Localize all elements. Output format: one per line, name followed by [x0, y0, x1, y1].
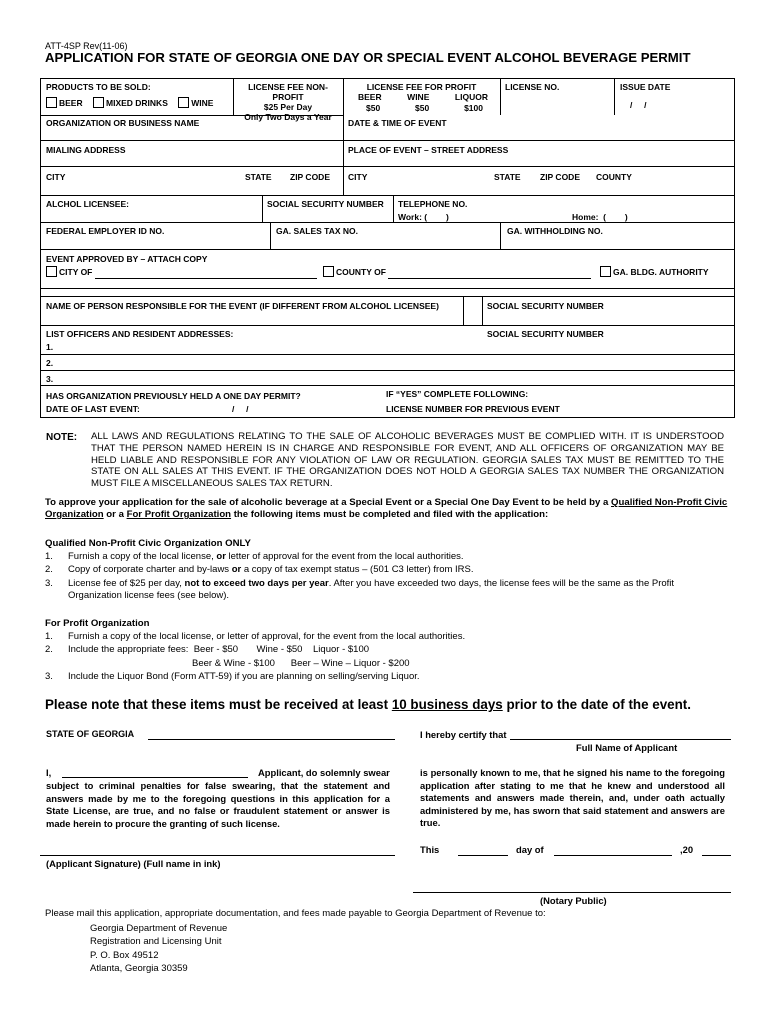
- county-line[interactable]: [148, 739, 395, 740]
- notary-statement: is personally known to me, that he signed his name to the foregoing application after stating to me that he knew and understood all statements and answers made therein, and, under oath actually administered by me, has sworn that said statement and answers are true.: [420, 767, 725, 828]
- mailing-line-4: Atlanta, Georgia 30359: [90, 963, 188, 975]
- nonprofit-heading: Qualified Non-Profit Civic Organization ONLY: [45, 538, 251, 549]
- mailing-line-1: Georgia Department of Revenue: [90, 923, 228, 934]
- fee-profit-beer-amount: $50: [366, 103, 381, 113]
- state-label: STATE: [245, 172, 272, 182]
- event-approved-label: EVENT APPROVED BY – ATTACH COPY: [46, 254, 208, 264]
- wine-label: WINE: [191, 98, 214, 108]
- fein-label: FEDERAL EMPLOYER ID NO.: [46, 226, 165, 236]
- responsible-ssn-label: SOCIAL SECURITY NUMBER: [487, 301, 604, 311]
- event-state-label: STATE: [494, 172, 521, 182]
- fee-nonprofit-rate: $25 Per Day: [263, 102, 313, 112]
- place-of-event-label: PLACE OF EVENT – STREET ADDRESS: [348, 145, 509, 155]
- i-label: I,: [46, 767, 52, 778]
- month-line[interactable]: [554, 855, 672, 856]
- full-name-caption: Full Name of Applicant: [576, 742, 678, 753]
- zip-label: ZIP CODE: [290, 172, 330, 182]
- notary-caption: (Notary Public): [540, 895, 607, 906]
- city-label: CITY: [46, 172, 66, 182]
- officer-1: 1.: [46, 342, 54, 352]
- responsible-person-label: NAME OF PERSON RESPONSIBLE FOR THE EVENT (IF DIFFERENT FROM ALCOHOL LICENSEE): [46, 301, 439, 311]
- np-num-2: 2.: [45, 564, 53, 575]
- fee-profit-wine-amount: $50: [415, 103, 430, 113]
- signature-line[interactable]: [40, 855, 395, 856]
- year-label: ,20: [680, 844, 694, 855]
- last-event-date-label: DATE OF LAST EVENT:: [46, 404, 140, 414]
- fee-profit-liquor-amount: $100: [464, 103, 483, 113]
- day-of-label: day of: [516, 844, 544, 855]
- beer-checkbox[interactable]: [46, 97, 57, 108]
- alcohol-licensee-label: ALCHOL LICENSEE:: [46, 199, 129, 209]
- state-of-georgia-label: STATE OF GEORGIA: [46, 729, 135, 739]
- ga-withholding-label: GA. WITHHOLDING NO.: [507, 226, 603, 236]
- officer-2: 2.: [46, 358, 54, 368]
- fee-profit-wine: WINE: [407, 92, 430, 102]
- np-item-3: License fee of $25 per day, not to exceed two days per year. After you have exceeded two days, the license fees will be the same as the Profit Organization license fees (see below).: [68, 578, 675, 601]
- event-county-label: COUNTY: [596, 172, 632, 182]
- ga-bldg-label: GA. BLDG. AUTHORITY: [613, 267, 709, 277]
- mailing-line-3: P. O. Box 49512: [90, 949, 159, 961]
- city-of-line[interactable]: [95, 278, 317, 279]
- profit-heading: For Profit Organization: [45, 618, 150, 629]
- p-item-1: Furnish a copy of the local license, or letter of approval, for the event from the local authorities.: [68, 631, 466, 642]
- note-label: NOTE:: [46, 432, 78, 443]
- mixed-drinks-label: MIXED DRINKS: [106, 98, 168, 108]
- fee-profit-title: LICENSE FEE FOR PROFIT: [366, 82, 477, 92]
- home-phone-label: Home: ( ): [572, 212, 628, 222]
- wine-checkbox[interactable]: [178, 97, 189, 108]
- if-yes-label: IF “YES” COMPLETE FOLLOWING:: [386, 389, 529, 399]
- applicant-swear-label: Applicant, do solemnly swear: [258, 767, 390, 778]
- county-of-checkbox[interactable]: [323, 266, 334, 277]
- this-label: This: [420, 844, 440, 855]
- profit-link-text: For Profit Organization: [126, 509, 232, 520]
- mailing-address-label: MIALING ADDRESS: [46, 145, 126, 155]
- p-num-2: 2.: [45, 644, 53, 655]
- p-item-2: Include the appropriate fees: Beer - $50 Wine - $50 Liquor - $100: [68, 644, 370, 655]
- p-item-3: Include the Liquor Bond (Form ATT-59) if you are planning on selling/serving Liquor.: [68, 671, 420, 682]
- certify-label: I hereby certify that: [420, 729, 507, 740]
- last-event-slashes: / /: [232, 404, 249, 414]
- beer-label: BEER: [59, 98, 83, 108]
- fee-nonprofit-title: LICENSE FEE NON-PROFIT: [248, 82, 328, 102]
- p-item-2-line2: Beer & Wine - $100 Beer – Wine – Liquor - $200: [192, 658, 410, 669]
- prev-license-label: LICENSE NUMBER FOR PREVIOUS EVENT: [386, 404, 560, 414]
- p-num-3: 3.: [45, 671, 53, 682]
- issue-date-label: ISSUE DATE: [620, 82, 671, 92]
- fee-profit-beer: BEER: [358, 92, 382, 102]
- instructions-intro: To approve your application for the sale of alcoholic beverage at a Special Event or a Special One Day Event to be held by a Qualified Non-Profit Civic Organization or a For Profit Organization the following items must be completed and filed with the application:: [45, 497, 728, 520]
- applicant-name-line[interactable]: [62, 777, 248, 778]
- licensee-ssn-label: SOCIAL SECURITY NUMBER: [267, 199, 384, 209]
- np-num-1: 1.: [45, 551, 53, 562]
- event-zip-label: ZIP CODE: [540, 172, 580, 182]
- officer-3: 3.: [46, 374, 54, 384]
- mailing-line-2: Registration and Licensing Unit: [90, 936, 222, 948]
- certify-name-line[interactable]: [510, 739, 731, 740]
- city-of-label: CITY OF: [59, 267, 93, 277]
- ga-bldg-checkbox[interactable]: [600, 266, 611, 277]
- city-of-checkbox[interactable]: [46, 266, 57, 277]
- fee-nonprofit-limit: Only Two Days a Year: [244, 112, 332, 122]
- notary-signature-line[interactable]: [413, 892, 731, 893]
- page-title: APPLICATION FOR STATE OF GEORGIA ONE DAY OR SPECIAL EVENT ALCOHOL BEVERAGE PERMIT: [45, 50, 691, 65]
- deadline-notice: Please note that these items must be received at least 10 business days prior to the date of the event.: [45, 697, 691, 712]
- event-city-label: CITY: [348, 172, 368, 182]
- form-id: ATT-4SP Rev(11-06): [45, 41, 128, 51]
- form-border: [40, 78, 735, 418]
- fee-profit-liquor: LIQUOR: [454, 92, 488, 102]
- nonprofit-link-text: Qualified Non-Profit Civic Organization: [45, 497, 728, 520]
- county-of-line[interactable]: [388, 278, 591, 279]
- officers-label: LIST OFFICERS AND RESIDENT ADDRESSES:: [46, 329, 234, 339]
- officers-ssn-label: SOCIAL SECURITY NUMBER: [487, 329, 604, 339]
- mailing-address-block: [90, 922, 227, 976]
- signature-caption: (Applicant Signature) (Full name in ink): [46, 858, 221, 869]
- mixed-drinks-checkbox[interactable]: [93, 97, 104, 108]
- np-num-3: 3.: [45, 578, 53, 589]
- date-time-label: DATE & TIME OF EVENT: [348, 118, 447, 128]
- issue-date-slashes: / /: [630, 100, 647, 110]
- work-phone-label: Work: ( ): [398, 212, 449, 222]
- ga-sales-tax-label: GA. SALES TAX NO.: [276, 226, 359, 236]
- np-item-2: Copy of corporate charter and by-laws or a copy of tax exempt status – (501 C3 letter) from IRS.: [68, 564, 474, 575]
- year-line[interactable]: [702, 855, 731, 856]
- np-item-1: Furnish a copy of the local license, or letter of approval for the event from the local authorities.: [68, 551, 464, 562]
- telephone-label: TELEPHONE NO.: [398, 199, 468, 209]
- products-label: PRODUCTS TO BE SOLD:: [46, 82, 151, 92]
- mailing-intro: Please mail this application, appropriate documentation, and fees made payable to Georgia Department of Revenue to:: [45, 908, 546, 919]
- prev-permit-label: HAS ORGANIZATION PREVIOUSLY HELD A ONE DAY PERMIT?: [46, 391, 301, 401]
- note-text: ALL LAWS AND REGULATIONS RELATING TO THE SALE OF ALCOHOLIC BEVERAGES MUST BE COMPLIED WITH. IT IS UNDERSTOOD THAT THE PERSON NAMED HEREIN IS IN CHARGE AND RESPONSIBLE FOR EVENT, AND ALL OFFICERS OF ORGANIZATION MAY BE HELD LIABLE AND RESPONSIBLE FOR ANY VIOLATION OF LAW OR REGULATION. GEORGIA SALES TAX MUST BE REMITTED TO THE STATE ON ALL SALES AT THIS EVENT. IF THE ORGANIZATION DOES NOT HOLD A GEORGIA SALES TAX NUMBER THE ORGANIZATION MUST FILE A MISCELLANEOUS SALES TAX RETURN.: [91, 431, 724, 490]
- affidavit-body: subject to criminal penalties for false swearing, that the statement and answers made by me to the foregoing questions in this application for a State License, are true, and no false or fraudulent statement or answer is made herein to procure the granting of such license.: [46, 780, 390, 829]
- license-no-label: LICENSE NO.: [505, 82, 560, 92]
- day-line[interactable]: [458, 855, 508, 856]
- org-name-label: ORGANIZATION OR BUSINESS NAME: [46, 118, 200, 128]
- p-num-1: 1.: [45, 631, 53, 642]
- county-of-label: COUNTY OF: [336, 267, 386, 277]
